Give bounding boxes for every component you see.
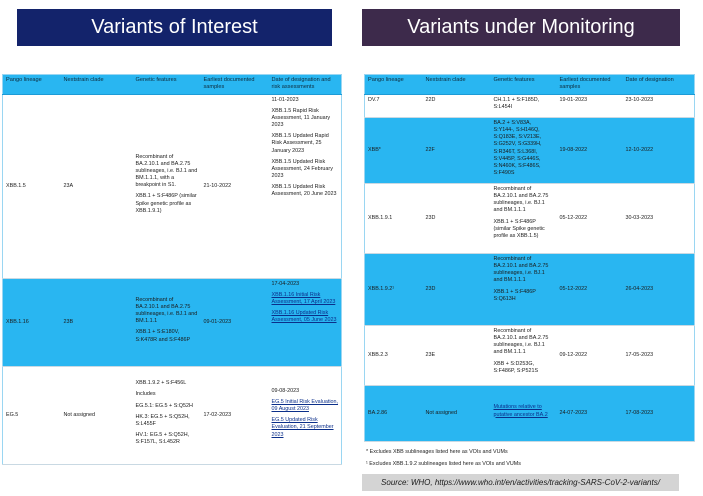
voi-row-xbb116: [3, 278, 342, 366]
vum-earliest: 05-12-2022: [557, 254, 623, 326]
vum-features: [491, 326, 557, 386]
risk-assessment-text: XBB.1.5 Updated Risk Assessment, 20 June 2023: [271, 184, 337, 198]
vum-clade: 23D: [423, 254, 491, 326]
feature-text: Includes: [135, 391, 156, 398]
footnote-xbb: * Excludes XBB sublineages listed here as VOIs and VUMs: [366, 449, 508, 455]
vum-date: 12-10-2022: [623, 118, 695, 184]
vum-table: [364, 74, 695, 442]
feature-text: XBB.1 + S:F486P (similar Spike genetic profile as XBB.1.5): [493, 218, 545, 239]
feature-text: Recombinant of BA.2.10.1 and BA.2.75 sublineages, i.e. BJ.1 and BM.1.1.1: [493, 328, 549, 356]
voi-header-row: [3, 75, 342, 95]
designation-date: 11-01-2023: [271, 96, 299, 103]
feature-text: XBB.1 + S:E180V, S:K478R and S:F486P: [135, 329, 191, 343]
vum-earliest: 09-12-2022: [557, 326, 623, 386]
vum-header-clade: Nextstrain clade: [423, 75, 491, 95]
voi-clade: 23B: [61, 278, 133, 366]
vum-earliest: 05-12-2022: [557, 184, 623, 254]
risk-assessment-text: XBB.1.5 Rapid Risk Assessment, 11 January 2023: [271, 107, 331, 129]
vum-clade: Not assigned: [423, 386, 491, 442]
vum-lineage: XBB*: [365, 118, 423, 184]
vum-date: 26-04-2023: [623, 254, 695, 326]
feature-text: HK.3: EG.5 + S:Q52H, S:L455F: [135, 413, 190, 427]
vum-row-xbb191: [365, 184, 695, 254]
vum-title: Variants under Monitoring: [407, 16, 635, 38]
vum-clade: 22D: [423, 94, 491, 117]
voi-features: [133, 278, 201, 366]
mutations-link[interactable]: Mutations relative to putative ancestor BA.2: [493, 404, 548, 418]
vum-row-ba286: [365, 386, 695, 442]
risk-assessment-text: XBB.1.5 Updated Risk Assessment, 24 February 2023: [271, 158, 333, 179]
voi-table: [2, 74, 342, 465]
voi-lineage: XBB.1.16: [3, 278, 61, 366]
vum-row-xbb: [365, 118, 695, 184]
vum-features: [491, 118, 557, 184]
feature-text: XBB + S:D253G, S:F486P, S:P521S: [493, 360, 539, 374]
vum-lineage: BA.2.86: [365, 386, 423, 442]
vum-banner: [362, 9, 680, 46]
designation-date: 17-04-2023: [271, 280, 300, 287]
feature-text: BA.2 + S:V83A, S:Y144-, S:H146Q, S:Q183E, S:V213E, S:G252V, S:G339H, S:R346T, S:L368I, S:V445P, S:G446S, S:N460K, S:F486S, S:F490S: [493, 120, 542, 176]
voi-features: [133, 366, 201, 464]
vum-date: 17-08-2023: [623, 386, 695, 442]
vum-row-dv7: [365, 94, 695, 117]
vum-features: [491, 386, 557, 442]
voi-clade: Not assigned: [61, 366, 133, 464]
vum-date: 30-03-2023: [623, 184, 695, 254]
vum-header-features: Genetic features: [491, 75, 557, 95]
voi-earliest: 17-02-2023: [201, 366, 269, 464]
designation-date: 09-08-2023: [271, 387, 300, 394]
feature-text: Recombinant of BA.2.10.1 and BA.2.75 sublineages, i.e. BJ.1 and BM.1.1.1: [135, 296, 198, 325]
voi-dates: [269, 366, 342, 464]
voi-header-earliest: Earliest documented samples: [201, 75, 269, 95]
vum-clade: 23D: [423, 184, 491, 254]
voi-title: Variants of Interest: [91, 16, 258, 38]
voi-features: [133, 94, 201, 278]
vum-clade: 22F: [423, 118, 491, 184]
vum-header-lineage: Pango lineage: [365, 75, 423, 95]
voi-clade: 23A: [61, 94, 133, 278]
vum-earliest: 24-07-2023: [557, 386, 623, 442]
vum-lineage: XBB.1.9.1: [365, 184, 423, 254]
feature-text: XBB.1.9.2 + S:F456L: [135, 380, 187, 387]
voi-row-xbb15: [3, 94, 342, 278]
voi-lineage: XBB.1.5: [3, 94, 61, 278]
risk-evaluation-link[interactable]: EG.5 Updated Risk Evaluation, 21 September 2023: [271, 417, 334, 438]
voi-lineage: EG.5: [3, 366, 61, 464]
voi-header-dates: Date of designation and risk assessments: [269, 75, 342, 95]
vum-date: 17-05-2023: [623, 326, 695, 386]
vum-header-row: [365, 75, 695, 95]
voi-header-clade: Nextstrain clade: [61, 75, 133, 95]
voi-banner: [17, 9, 332, 46]
risk-assessment-text: XBB.1.5 Updated Rapid Risk Assessment, 25 January 2023: [271, 133, 329, 154]
vum-lineage: XBB.2.3: [365, 326, 423, 386]
vum-earliest: 19-01-2023: [557, 94, 623, 117]
feature-text: Recombinant of BA.2.10.1 and BA.2.75 sublineages, i.e. BJ.1 and BM.1.1.1, with a breakpoint in S1.: [135, 153, 198, 189]
voi-header-features: Genetic features: [133, 75, 201, 95]
source-text: Source: WHO, https://www.who.int/en/activities/tracking-SARS-CoV-2-variants/: [381, 478, 660, 487]
risk-evaluation-link[interactable]: EG.5 Initial Risk Evaluation, 09 August 2023: [271, 399, 339, 413]
vum-header-earliest: Earliest documented samples: [557, 75, 623, 95]
feature-text: HV.1: EG.5 + S:Q52H, S:F157L, S:L452R: [135, 431, 190, 446]
feature-text: XBB.1 + S:F486P S:Q613H: [493, 288, 536, 302]
vum-date: 23-10-2023: [623, 94, 695, 117]
vum-features: [491, 254, 557, 326]
vum-clade: 23E: [423, 326, 491, 386]
feature-text: XBB.1 + S:F486P (similar Spike genetic profile as XBB.1.9.1): [135, 193, 197, 214]
vum-lineage: DV.7: [365, 94, 423, 117]
source-caption: [362, 474, 679, 491]
voi-dates: [269, 94, 342, 278]
voi-earliest: 09-01-2023: [201, 278, 269, 366]
vum-row-xbb23: [365, 326, 695, 386]
vum-lineage: XBB.1.9.2¹: [365, 254, 423, 326]
vum-earliest: 19-08-2022: [557, 118, 623, 184]
vum-header-date: Date of designation: [623, 75, 695, 95]
feature-text: Recombinant of BA.2.10.1 and BA.2.75 sublineages, i.e. BJ.1 and BM.1.1.1: [493, 256, 549, 284]
voi-row-eg5: [3, 366, 342, 464]
voi-earliest: 21-10-2022: [201, 94, 269, 278]
voi-header-lineage: Pango lineage: [3, 75, 61, 95]
risk-assessment-link[interactable]: XBB.1.16 Initial Risk Assessment, 17 April 2023: [271, 291, 336, 305]
vum-row-xbb192: [365, 254, 695, 326]
vum-features: [491, 94, 557, 117]
voi-dates: [269, 278, 342, 366]
vum-features: [491, 184, 557, 254]
risk-assessment-link[interactable]: XBB.1.16 Updated Risk Assessment, 05 June 2023: [271, 310, 337, 324]
feature-text: CH.1.1 + S:F185D, S:L454I: [493, 96, 540, 110]
feature-text: EG.5.1: EG.5 + S:Q52H: [135, 402, 193, 409]
footnote-xbb192: ¹ Excludes XBB.1.9.2 sublineages listed here as VOIs and VUMs: [366, 461, 521, 467]
feature-text: Recombinant of BA.2.10.1 and BA.2.75 sublineages, i.e. BJ.1 and BM.1.1.1: [493, 186, 549, 214]
